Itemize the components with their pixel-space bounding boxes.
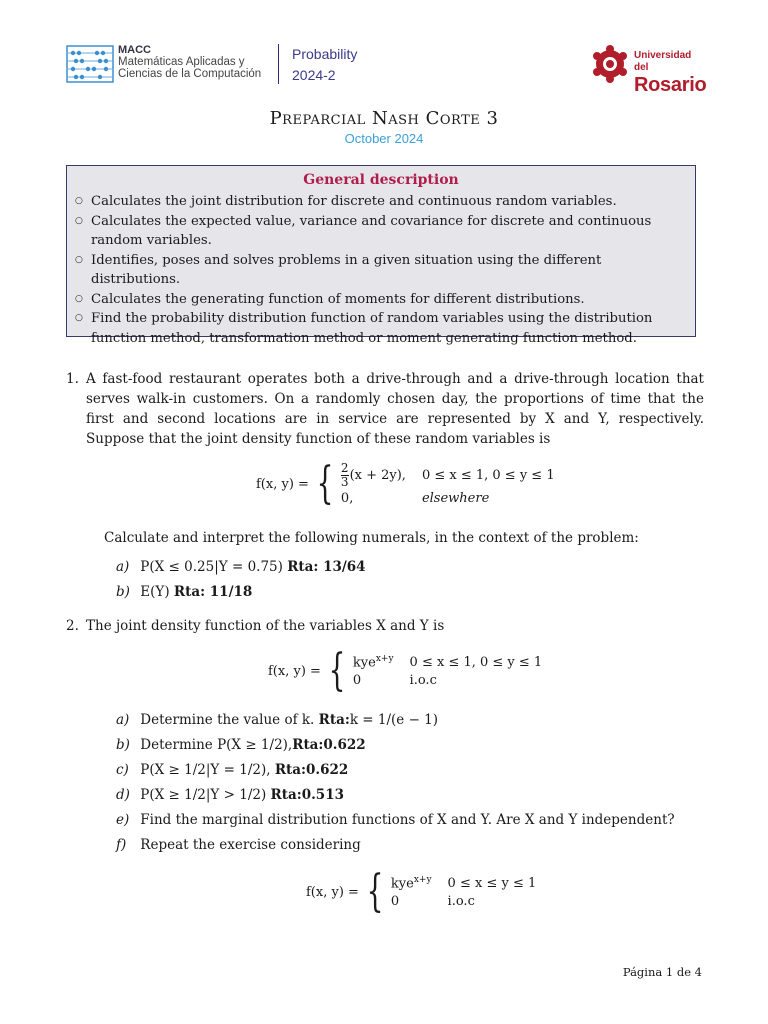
problem-1b [116, 584, 252, 600]
item-label: b) [116, 737, 130, 753]
equation-cases [353, 654, 542, 687]
item-expr: E(Y) [140, 584, 170, 600]
university-big: Rosario [634, 74, 707, 96]
general-description-heading: General description [303, 172, 459, 188]
university-small: Universidad del [634, 50, 692, 73]
macc-abacus-logo-icon [66, 44, 114, 84]
case-1-expr: kye [352, 655, 376, 671]
case-1 [353, 654, 394, 670]
case-2: 0 [390, 893, 400, 909]
problem-2c [116, 762, 348, 778]
exponent: x+y [413, 875, 432, 886]
item-label: a) [116, 559, 130, 575]
list-item: ○ Calculates the joint distribution for discrete and continuous random variables. [75, 192, 689, 212]
equation-lhs: f(x, y) = [268, 663, 321, 679]
case-2-condition: i.o.c [447, 893, 475, 909]
item-answer: Rta:0.622 [274, 762, 349, 778]
item-text: P(X ≥ 1/2|Y > 1/2) [140, 787, 267, 803]
case-1 [341, 462, 406, 489]
rosario-logo [590, 42, 707, 96]
page-date: October 2024 [344, 131, 424, 146]
brace: { [316, 458, 334, 509]
item-answer-label: Rta: [318, 712, 350, 728]
equation-cases [391, 875, 536, 908]
problem-1-instruction: Calculate and interpret the following numerals, in the context of the problem: [104, 530, 639, 546]
macc-line-2: Ciencias de la Computación [118, 68, 262, 80]
macc-name: MACC [118, 44, 151, 56]
equation-cases [341, 462, 555, 506]
item-answer: k = 1/(e − 1) [349, 712, 439, 728]
page-number: Página 1 de 4 [622, 965, 702, 979]
equation-3 [306, 866, 537, 917]
item-text: Find the marginal distribution functions of X and Y. Are X and Y independent? [140, 812, 675, 828]
case-1-expr: kye [390, 876, 414, 892]
case-2: 0 [352, 672, 362, 688]
course-term: 2024-2 [292, 67, 336, 83]
item-answer: Rta:0.622 [292, 737, 366, 753]
case-1-condition: 0 ≤ x ≤ 1, 0 ≤ y ≤ 1 [409, 654, 543, 670]
case-1-condition: 0 ≤ x ≤ 1, 0 ≤ y ≤ 1 [421, 468, 555, 483]
header-divider [278, 44, 279, 84]
brace: { [328, 645, 346, 696]
equation-1 [256, 458, 555, 509]
list-item: ○ Calculates the expected value, variance and covariance for discrete and continuous random variables. [75, 212, 689, 251]
case-1-expr: (x + 2y), [349, 468, 406, 483]
fraction [341, 462, 349, 489]
item-text: Determine P(X ≥ 1/2), [140, 737, 293, 753]
problem-number: 1. [66, 371, 79, 387]
item-label: a) [116, 712, 130, 728]
item-answer: Rta:0.513 [270, 787, 344, 803]
list-item: ○ Find the probability distribution function of random variables using the distribution function method, transformation method or moment generating function method. [75, 309, 689, 348]
item-expr: P(X ≤ 0.25|Y = 0.75) [140, 559, 283, 575]
item-text: Determine the value of k. [140, 712, 315, 728]
general-description-list [67, 192, 695, 348]
problem-2 [66, 616, 704, 636]
problem-2a [116, 712, 438, 728]
item-label: b) [116, 584, 130, 600]
problem-1 [66, 369, 704, 449]
course-name: Probability [292, 46, 358, 62]
list-item: ○ Calculates the generating function of moments for different distributions. [75, 290, 689, 310]
course-info [292, 44, 357, 86]
item-label: e) [116, 812, 130, 828]
problem-text: A fast-food restaurant operates both a drive-through and a drive-through location that serves walk-in customers. On a randomly chosen day, the proportions of time that the first and second locations are in service are represented by X and Y, respectively. Suppose that the joint density function of these random variables is [86, 371, 704, 447]
item-answer: Rta: 11/18 [173, 584, 253, 600]
problem-2f [116, 837, 361, 853]
case-2-condition: elsewhere [421, 491, 490, 506]
case-2-condition: i.o.c [409, 672, 437, 688]
item-label: c) [116, 762, 129, 778]
exponent: x+y [375, 654, 394, 665]
equation-lhs: f(x, y) = [306, 884, 359, 900]
problem-text: The joint density function of the variables X and Y is [86, 618, 445, 634]
problem-1a [116, 559, 366, 575]
case-2: 0, [340, 491, 354, 506]
problem-2e [116, 812, 675, 828]
page-title: Preparcial Nash Corte 3 [269, 108, 499, 129]
problem-number: 2. [66, 618, 79, 634]
case-1-condition: 0 ≤ x ≤ y ≤ 1 [447, 875, 537, 891]
rosario-text [634, 50, 706, 96]
fraction-numerator: 2 [340, 461, 349, 475]
rosario-seal-icon [590, 44, 630, 86]
macc-text [118, 44, 261, 80]
equation-2 [268, 645, 543, 696]
list-item: ○ Identifies, poses and solves problems in a given situation using the different distributions. [75, 251, 689, 290]
problem-2b [116, 737, 366, 753]
case-1 [391, 875, 432, 891]
fraction-denominator: 3 [340, 475, 349, 489]
item-label: d) [116, 787, 130, 803]
item-answer: Rta: 13/64 [287, 559, 366, 575]
brace: { [366, 866, 384, 917]
macc-line-1: Matemáticas Aplicadas y [118, 56, 245, 68]
item-text: Repeat the exercise considering [140, 837, 361, 853]
problem-2d [116, 787, 344, 803]
item-label: f) [116, 837, 127, 853]
general-description-box [66, 165, 696, 346]
item-text: P(X ≥ 1/2|Y = 1/2), [140, 762, 271, 778]
equation-lhs: f(x, y) = [256, 476, 309, 492]
page-header [66, 40, 707, 96]
